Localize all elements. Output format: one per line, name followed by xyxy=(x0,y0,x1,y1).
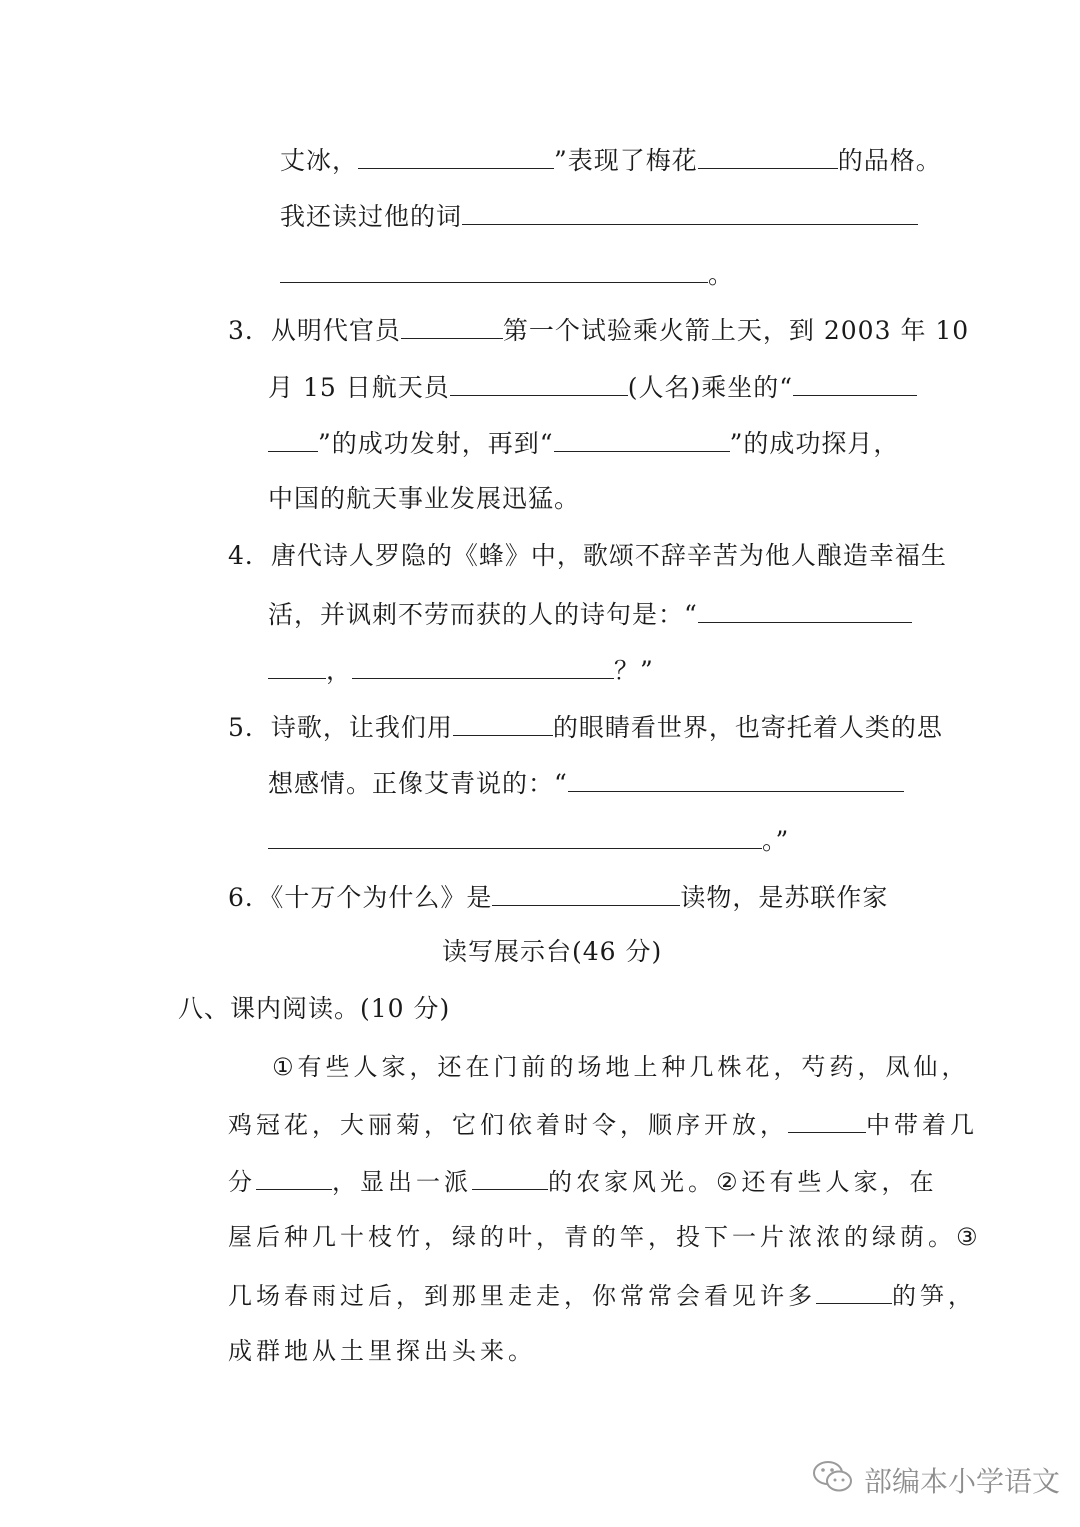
text: 的笋， xyxy=(892,1282,976,1310)
section-8-title: 八、课内阅读。(10 分) xyxy=(178,994,451,1023)
answer-blank[interactable] xyxy=(492,879,680,906)
passage-line-1 xyxy=(272,1050,970,1084)
answer-blank[interactable] xyxy=(256,1163,332,1190)
text: ，显出一派 xyxy=(332,1168,472,1196)
answer-blank[interactable] xyxy=(268,425,318,452)
question-5-line-1 xyxy=(228,709,943,745)
text: 5．诗歌，让我们用 xyxy=(228,713,453,742)
text: 的眼睛看世界，也寄托着人类的思 xyxy=(552,713,943,742)
text: 第一个试验乘火箭上天，到 2003 年 10 xyxy=(502,316,970,345)
passage-line-6 xyxy=(228,1334,536,1368)
question-5-line-3 xyxy=(268,822,789,858)
answer-blank[interactable] xyxy=(788,1106,866,1133)
text: ， xyxy=(326,656,353,685)
question-3-line-4 xyxy=(268,482,580,516)
text: 。 xyxy=(708,260,735,289)
answer-blank[interactable] xyxy=(268,652,326,679)
text: ”的成功发射，再到“ xyxy=(318,429,554,458)
answer-blank[interactable] xyxy=(568,765,904,792)
question-3-line-1 xyxy=(228,312,969,348)
passage-line-5 xyxy=(228,1277,976,1313)
text: 。” xyxy=(762,826,790,855)
watermark xyxy=(812,1455,1060,1505)
text: 3．从明代官员 xyxy=(228,316,401,345)
text: 分 xyxy=(228,1168,256,1196)
text: 想感情。正像艾青说的：“ xyxy=(268,769,568,798)
question-3-line-3 xyxy=(268,425,899,461)
answer-blank[interactable] xyxy=(554,425,730,452)
text: 丈冰， xyxy=(280,146,359,175)
wechat-icon xyxy=(812,1459,854,1502)
answer-blank[interactable] xyxy=(472,1163,548,1190)
text: ？” xyxy=(614,656,654,685)
question-5-line-2 xyxy=(268,765,904,801)
text: 屋后种几十枝竹，绿的叶，青的竿，投下一片浓浓的绿荫。③ xyxy=(228,1223,982,1251)
answer-blank[interactable] xyxy=(268,822,762,849)
watermark-text: 部编本小学语文 xyxy=(864,1465,1061,1498)
answer-blank[interactable] xyxy=(698,596,912,623)
text: (人名)乘坐的“ xyxy=(627,373,794,402)
question-4-line-3 xyxy=(268,652,654,688)
text: 活，并讽刺不劳而获的人的诗句是：“ xyxy=(268,600,698,629)
question-4-line-1 xyxy=(228,539,947,573)
answer-blank[interactable] xyxy=(462,198,918,225)
text: 月 15 日航天员 xyxy=(268,373,450,402)
text: 鸡冠花，大丽菊，它们依着时令，顺序开放， xyxy=(228,1111,788,1139)
line-2 xyxy=(280,198,918,234)
text: 中带着几 xyxy=(866,1111,978,1139)
text: 成群地从土里探出头来。 xyxy=(228,1337,536,1365)
passage-line-4 xyxy=(228,1220,982,1254)
passage-line-3 xyxy=(228,1163,938,1199)
line-1 xyxy=(280,142,942,178)
text: 的品格。 xyxy=(837,146,942,175)
text: 4．唐代诗人罗隐的《蜂》中，歌颂不辞辛苦为他人酿造幸福生 xyxy=(228,541,947,570)
passage-line-2 xyxy=(228,1106,978,1142)
answer-blank[interactable] xyxy=(816,1277,892,1304)
question-4-line-2 xyxy=(268,596,912,632)
text: ”的成功探月， xyxy=(729,429,900,458)
answer-blank[interactable] xyxy=(453,709,553,736)
answer-blank[interactable] xyxy=(793,369,917,396)
text: 中国的航天事业发展迅猛。 xyxy=(268,484,581,513)
answer-blank[interactable] xyxy=(352,652,614,679)
text: ”表现了梅花 xyxy=(554,146,698,175)
text: 我还读过他的词 xyxy=(280,202,463,231)
text: 的农家风光。②还有些人家，在 xyxy=(548,1168,938,1196)
question-3-line-2 xyxy=(268,369,917,405)
text: 6．《十万个为什么》是 xyxy=(228,883,493,912)
answer-blank[interactable] xyxy=(401,312,503,339)
line-3 xyxy=(280,256,734,292)
question-6 xyxy=(228,879,888,915)
text: 读物，是苏联作家 xyxy=(680,883,889,912)
text: 几场春雨过后，到那里走走，你常常会看见许多 xyxy=(228,1282,816,1310)
answer-blank[interactable] xyxy=(358,142,554,169)
answer-blank[interactable] xyxy=(450,369,628,396)
text: ①有些人家，还在门前的场地上种几株花，芍药，凤仙， xyxy=(272,1053,970,1081)
answer-blank[interactable] xyxy=(280,256,708,283)
answer-blank[interactable] xyxy=(698,142,838,169)
section-title: 读写展示台(46 分) xyxy=(442,937,663,966)
